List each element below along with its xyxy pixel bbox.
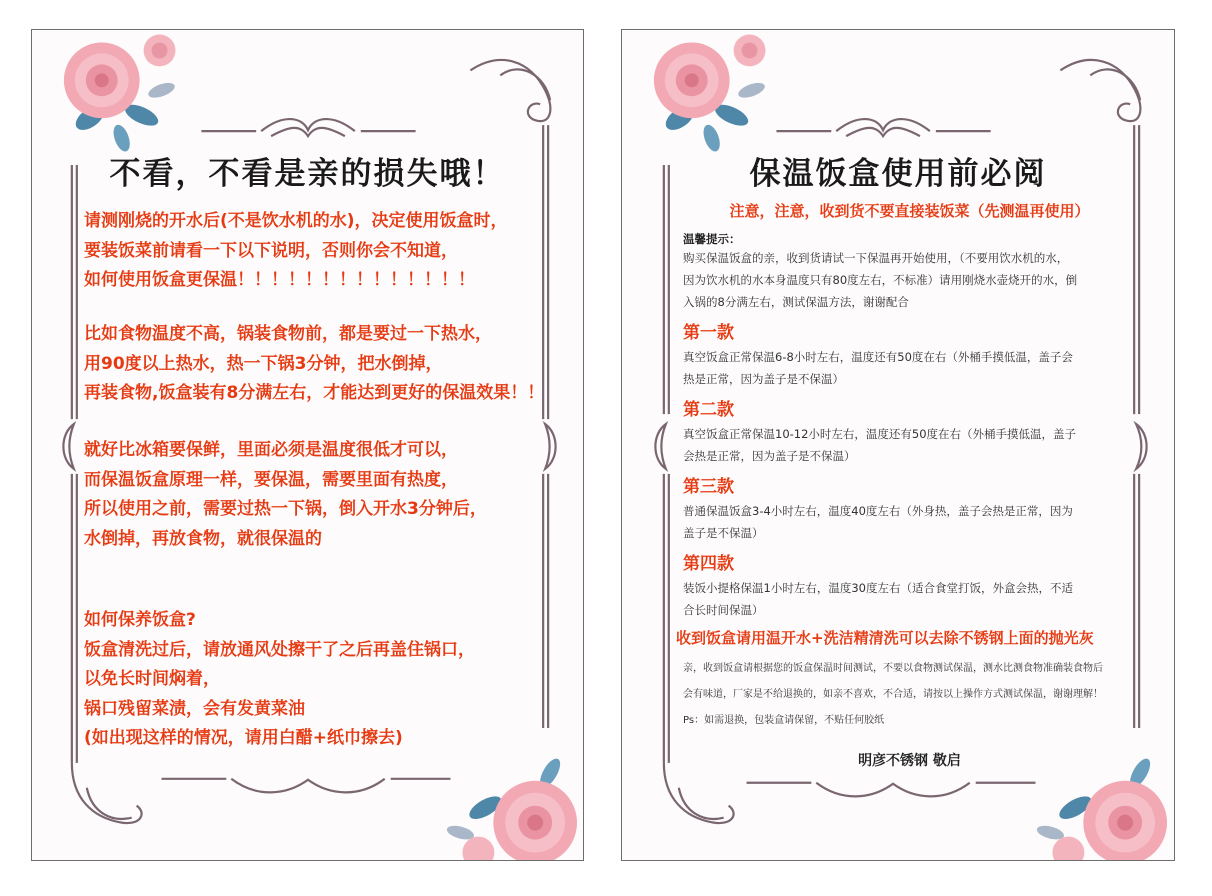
text-line: 真空饭盒正常保温6-8小时左右，温度还有50度在右（外桶手摸低温，盖子会 [683,350,1073,364]
rose-cluster-bottom-right [1035,756,1167,860]
model-name: 第二款 [683,400,734,420]
text-line: 合长时间保温） [683,603,764,617]
text-line: Ps：如需退换，包装盒请保留，不贴任何胶纸 [683,715,885,726]
text-line: 装饭小提格保温1小时左右，温度30度左右（适合食堂打饭，外盒会热，不适 [683,581,1073,595]
text-line: 锅口残留菜渍，会有发黄菜油 [84,698,305,719]
text-line: 盖子是不保温） [683,526,764,540]
paragraph-maintenance [84,606,563,754]
text-line: 如何保养饭盒? [84,610,196,630]
tip-heading: 温馨提示： [683,232,741,246]
model-1 [683,318,1136,390]
text-line: 用90度以上热水，热一下锅3分钟，把水倒掉， [84,353,443,374]
text-line: 饭盒清洗过后，请放通风处擦干了之后再盖住锅口， [84,639,475,660]
rose-cluster-top-left [64,34,177,153]
text-line: 会有味道，厂家是不给退换的，如亲不喜欢，不合适，请按以上操作方式测试保温，谢谢理解！ [683,689,1103,700]
instructions [676,200,1136,770]
paragraph-intro [84,207,563,296]
tip-text [683,247,1136,313]
text-line: 请测刚烧的开水后(不是饮水机的水)，决定使用饭盒时， [84,211,508,231]
text-line: (如出现这样的情况，请用白醋+纸巾擦去) [84,728,403,748]
text-line: 热是正常，因为盖子是不保温） [683,372,844,386]
model-name: 第三款 [683,477,734,497]
text-line: 以免长时间焖着， [84,669,220,689]
text-line: 真空饭盒正常保温10-12小时左右，温度还有50度在右（外桶手摸低温，盖子 [683,427,1077,441]
text-line: 比如食物温度不高，锅装食物前，都是要过一下热水， [84,324,492,344]
text-line: 再装食物,饭盒装有8分满左右，才能达到更好的保温效果！！ [84,383,545,403]
text-line: 而保温饭盒原理一样，要保温，需要里面有热度， [84,469,458,490]
text-line: 水倒掉，再放食物，就很保温的 [84,528,322,549]
text-line: 购买保温饭盒的亲，收到货请试一下保温再开始使用，（不要用饮水机的水， [683,251,1069,265]
fine-print [683,656,1136,734]
signature: 明彦不锈钢 敬启 [858,753,961,769]
text-line: 所以使用之前，需要过热一下锅，倒入开水3分钟后， [84,499,487,519]
model-2 [683,395,1136,467]
rose-cluster-bottom-right [445,756,577,860]
text-line: 如何使用饭盒更保温！！！！！！！！！！！！！！ [84,270,475,290]
text-line: 因为饮水机的水本身温度只有80度左右，不标准）请用刚烧水壶烧开的水，倒 [683,273,1078,287]
cleaning-highlight: 收到饭盒请用温开水+洗洁精清洗可以去除不锈钢上面的抛光灰 [676,629,1094,647]
right-flyer [621,29,1175,861]
text-line: 普通保温饭盒3-4小时左右，温度40度左右（外身热，盖子会热是正常，因为 [683,504,1073,518]
text-line: 入锅的8分满左右，测试保温方法，谢谢配合 [683,295,909,309]
rose-cluster-top-left [654,34,767,153]
page-title: 保温饭盒使用前必阅 [749,156,1047,192]
text-line: 会热是正常，因为盖子是不保温） [683,449,856,463]
left-flyer [31,29,584,861]
text-line: 亲，收到饭盒请根据您的饭盒保温时间测试，不要以食物测试保温，测水比测食物准确装食物后 [683,663,1103,674]
text-line: 要装饭菜前请看一下以下说明，否则你会不知道， [84,240,458,261]
model-4 [683,549,1136,621]
paragraph-preheat [84,320,563,409]
model-3 [683,472,1136,544]
text-line: 就好比冰箱要保鲜，里面必须是温度很低才可以， [84,440,458,460]
model-name: 第一款 [683,323,734,343]
page-title: 不看，不看是亲的损失哦！ [109,156,506,192]
notice: 注意，注意，收到货不要直接装饭菜（先测温再使用） [729,202,1090,220]
paragraph-principle [84,436,563,554]
model-name: 第四款 [683,554,734,574]
